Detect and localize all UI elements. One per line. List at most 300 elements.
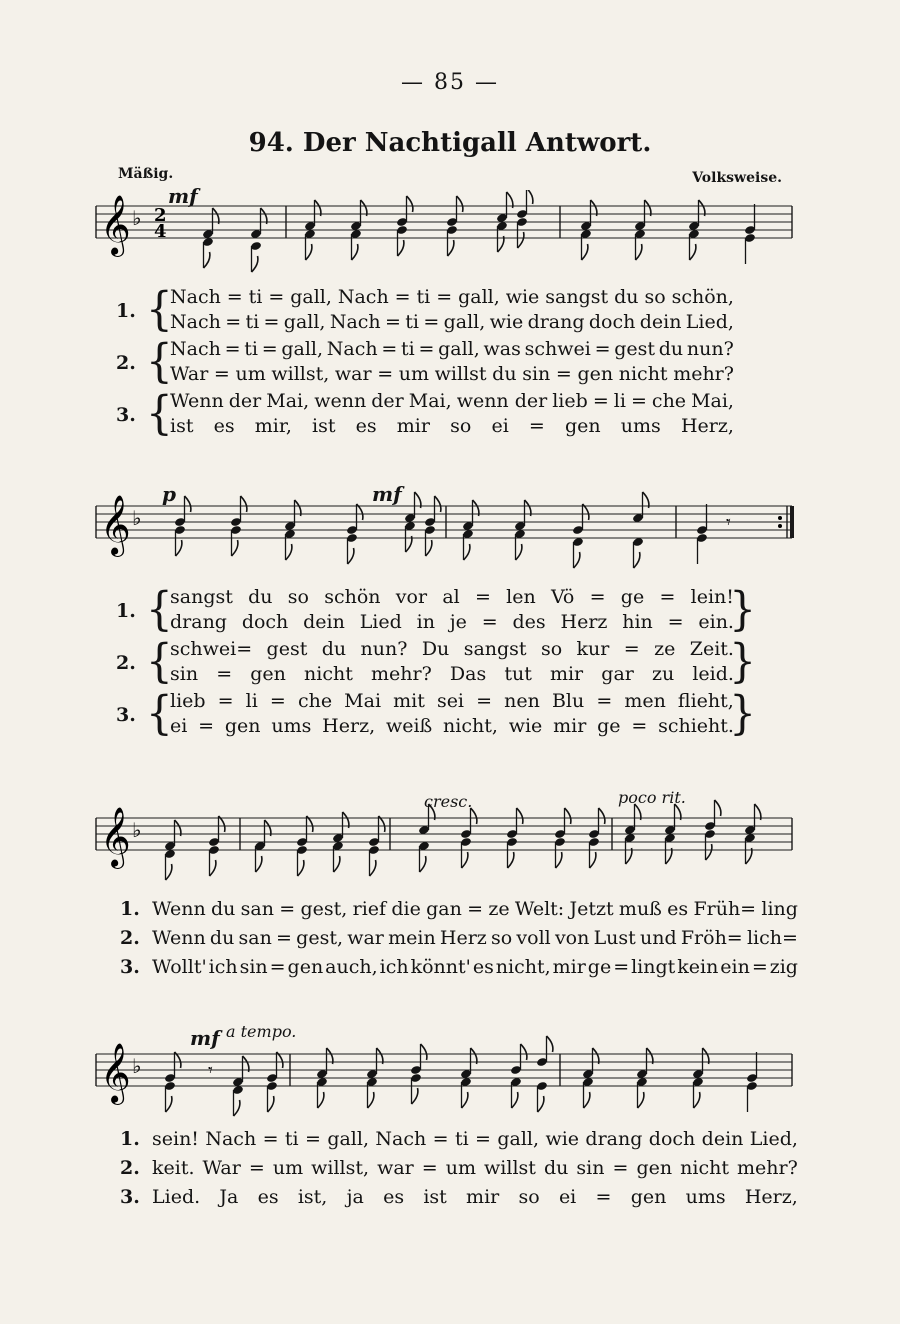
- lyric-syllable: =: [667, 611, 684, 633]
- lyric-syllable: lieb: [552, 390, 588, 412]
- lyric-syllable: =: [225, 311, 242, 333]
- note-chord: [418, 804, 435, 872]
- note-flag: [210, 860, 216, 876]
- verse-number: 1.: [120, 898, 140, 920]
- lyric-syllable: flieht,: [677, 690, 734, 712]
- verse-number: 2.: [116, 652, 136, 674]
- lyric-syllable: es: [383, 1186, 405, 1208]
- lyric-syllable: der: [228, 390, 262, 412]
- lyric-syllable: wie: [489, 311, 524, 333]
- note-chord: [230, 496, 247, 556]
- staff-2: [90, 490, 798, 580]
- lyric-syllable: um: [235, 363, 266, 385]
- lyric-syllable: zig: [769, 956, 798, 978]
- verse-group: [90, 633, 798, 690]
- note-flag: [448, 240, 454, 256]
- brace-icon: {: [146, 281, 173, 336]
- note-flag: [638, 1092, 644, 1108]
- lyric-syllable: Ja: [219, 1186, 239, 1208]
- note-flag: [694, 1092, 700, 1108]
- lyric-syllable: nun?: [360, 638, 408, 660]
- lyric-syllable: =: [418, 338, 435, 360]
- lyric-text: [152, 956, 798, 978]
- lyric-syllable: ich: [208, 956, 238, 978]
- lyric-syllable: mehr?: [370, 663, 432, 685]
- lyric-syllable: mit: [393, 690, 425, 712]
- lyric-syllable: auch,: [325, 956, 378, 978]
- lyric-syllable: du: [658, 338, 684, 360]
- lyric-syllable: du: [614, 286, 639, 308]
- lyric-syllable: es: [355, 415, 377, 437]
- lyric-syllable: =: [217, 690, 234, 712]
- lyric-syllable: gall,: [458, 286, 500, 308]
- lyric-syllable: ei: [558, 1186, 577, 1208]
- note-flag: [306, 244, 312, 260]
- lyric-syllable: War: [170, 363, 209, 385]
- lyric-syllable: weiß: [385, 715, 433, 737]
- lyric-syllable: =: [623, 638, 640, 660]
- note-chord: [506, 808, 523, 868]
- staff-4: [90, 1028, 798, 1118]
- lyric-syllable: die: [391, 898, 421, 920]
- lyric-syllable: ums: [271, 715, 312, 737]
- lyric-syllable: Herz,: [680, 415, 734, 437]
- note-flag: [318, 1092, 324, 1108]
- lyric-syllable: men: [624, 690, 666, 712]
- lyric-line: [170, 715, 734, 741]
- lyric-syllable: rief: [352, 898, 387, 920]
- lyric-syllable: =: [262, 1128, 279, 1150]
- note-chord: [460, 808, 477, 868]
- lyric-syllable: der: [371, 390, 404, 412]
- lyric-syllable: Lied,: [749, 1128, 798, 1150]
- lyric-syllable: ti: [245, 311, 260, 333]
- lyric-syllable: schieht.: [658, 715, 734, 737]
- lyric-line: [170, 338, 734, 364]
- lyric-syllable: lingt: [631, 956, 676, 978]
- staff-lines: [96, 1054, 792, 1086]
- note-flag: [232, 540, 238, 556]
- note-flag: [348, 548, 354, 564]
- lyric-line: [90, 1186, 798, 1215]
- note-flag: [574, 552, 580, 568]
- note-chord: [296, 816, 313, 876]
- verse-number: 3.: [120, 1186, 140, 1208]
- verses-2: [90, 581, 798, 742]
- treble-clef-icon: 𝄞: [100, 195, 131, 255]
- note-flag: [690, 244, 696, 260]
- note-flag: [457, 196, 463, 212]
- verses-1: [90, 281, 798, 442]
- lyric-syllable: =: [612, 1157, 629, 1179]
- lyric-syllable: gall,: [281, 338, 324, 360]
- lyric-syllable: =: [269, 690, 286, 712]
- lyric-syllable: willst: [434, 363, 487, 385]
- lyric-line: [170, 363, 734, 389]
- note-flag: [538, 1096, 544, 1112]
- lyric-syllable: ei: [170, 715, 188, 737]
- lyric-syllable: sin: [170, 663, 199, 685]
- lyric-syllable: gan: [426, 898, 462, 920]
- lyric-syllable: Das: [449, 663, 487, 685]
- lyric-syllable: ich: [379, 956, 409, 978]
- music-system-4: [90, 1022, 798, 1218]
- note-flag: [298, 860, 304, 876]
- note-chord: [588, 808, 605, 868]
- note-flag: [176, 540, 182, 556]
- verse-number: 2.: [120, 927, 140, 949]
- note-chord: [516, 190, 533, 248]
- lyric-syllable: Mai,: [691, 390, 734, 412]
- song-origin: Volksweise.: [692, 170, 782, 186]
- lyric-syllable: li: [613, 390, 626, 412]
- music-system-1: [90, 184, 798, 440]
- lyric-syllable: dein: [701, 1128, 744, 1150]
- lyric-syllable: gest: [266, 638, 308, 660]
- lyric-syllable: nun?: [686, 338, 734, 360]
- lyric-syllable: ei: [491, 415, 509, 437]
- note-chord: [424, 496, 441, 556]
- lyric-syllable: gen: [564, 415, 601, 437]
- lyric-syllable: du: [543, 1157, 569, 1179]
- note-flag: [435, 496, 441, 512]
- lyric-syllable: gall,: [290, 286, 332, 308]
- lyric-syllable: Mai,: [266, 390, 310, 412]
- lyric-syllable: nicht: [304, 663, 353, 685]
- lyric-syllable: es: [667, 898, 689, 920]
- note-chord: [208, 816, 225, 876]
- lyric-line: [90, 1128, 798, 1157]
- lyric-syllable: Nach: [170, 338, 221, 360]
- lyric-syllable: gest: [614, 338, 656, 360]
- lyric-syllable: Wenn: [170, 390, 224, 412]
- lyric-syllable: könnt': [410, 956, 471, 978]
- note-chord: [744, 204, 756, 264]
- lyric-syllable: Herz,: [322, 715, 376, 737]
- brace-icon: {: [146, 685, 173, 740]
- lyric-syllable: ist,: [297, 1186, 328, 1208]
- note-flag: [286, 544, 292, 560]
- lyric-syllable: ti: [454, 1128, 469, 1150]
- lyric-syllable: gen: [224, 715, 261, 737]
- lyric-syllable: ze: [488, 898, 510, 920]
- lyric-syllable: hin: [622, 611, 653, 633]
- lyric-syllable: lieb: [170, 690, 206, 712]
- lyric-syllable: so: [644, 286, 666, 308]
- lyric-syllable: War: [202, 1157, 241, 1179]
- note-flag: [527, 190, 533, 204]
- lyric-syllable: um: [272, 1157, 304, 1179]
- note-flag: [556, 852, 562, 868]
- lyric-syllable: du: [248, 586, 273, 608]
- note-flag: [516, 544, 522, 560]
- lyric-syllable: san: [240, 898, 274, 920]
- lyric-syllable: doch: [588, 311, 636, 333]
- lyric-syllable: sein!: [152, 1128, 199, 1150]
- lyric-syllable: mir: [552, 956, 586, 978]
- lyric-syllable: =: [224, 338, 241, 360]
- note-flag: [234, 1100, 240, 1116]
- lyric-syllable: Fröh=: [680, 927, 743, 949]
- lyric-syllable: ge: [587, 956, 612, 978]
- lyric-line: [90, 898, 798, 927]
- flat-icon: ♭: [132, 818, 142, 842]
- lyric-syllable: =: [751, 956, 768, 978]
- lyric-syllable: willst,: [311, 1157, 370, 1179]
- note-flag: [204, 252, 210, 268]
- lyric-syllable: was: [483, 338, 521, 360]
- lyric-syllable: Wenn: [152, 927, 206, 949]
- lyric-syllable: tut: [504, 663, 532, 685]
- note-flag: [508, 852, 514, 868]
- note-flag: [407, 196, 413, 212]
- note-flag: [634, 552, 640, 568]
- dynamic-p: p: [162, 482, 176, 506]
- note-flag: [268, 1096, 274, 1112]
- lyric-syllable: =: [269, 956, 286, 978]
- lyric-syllable: =: [475, 1128, 491, 1150]
- lyric-syllable: nen: [504, 690, 540, 712]
- lyric-syllable: war: [377, 1157, 414, 1179]
- lyric-syllable: schwei=: [170, 638, 253, 660]
- staff-lines: [96, 206, 792, 238]
- lyric-syllable: ti: [248, 286, 263, 308]
- eighth-rest-icon: 𝄾: [208, 1060, 213, 1081]
- lyric-syllable: dein: [639, 311, 682, 333]
- lyric-syllable: lich=: [746, 927, 798, 949]
- lyric-syllable: Nach: [337, 286, 389, 308]
- note-flag: [464, 544, 470, 560]
- note-chord: [746, 1052, 758, 1112]
- note-chord: [174, 496, 191, 556]
- lyric-syllable: keit.: [152, 1157, 195, 1179]
- lyric-syllable: Du: [421, 638, 450, 660]
- lyric-syllable: ja: [346, 1186, 364, 1208]
- lyric-syllable: =: [394, 286, 411, 308]
- lyric-line: [90, 1157, 798, 1186]
- lyric-line: [170, 663, 734, 689]
- lyric-syllable: Nach: [170, 286, 221, 308]
- lyric-syllable: =: [377, 363, 394, 385]
- eighth-rest-icon: 𝄾: [726, 512, 731, 533]
- lyric-syllable: je: [449, 611, 467, 633]
- note-flag: [517, 808, 523, 824]
- lyric-syllable: sangst: [170, 586, 233, 608]
- lyric-syllable: nicht,: [495, 956, 551, 978]
- music-system-3: [90, 788, 798, 982]
- tempo-marking: Mäßig.: [118, 166, 174, 182]
- note-flag: [599, 808, 605, 824]
- note-flag: [166, 1096, 172, 1112]
- lyric-syllable: sei: [436, 690, 465, 712]
- lyric-syllable: Wenn: [152, 898, 206, 920]
- lyric-syllable: ist: [423, 1186, 447, 1208]
- lyric-line: [170, 415, 734, 441]
- flat-icon: ♭: [132, 206, 142, 230]
- lyric-syllable: len: [506, 586, 536, 608]
- lyric-syllable: =: [261, 338, 278, 360]
- note-flag: [590, 852, 596, 868]
- note-flag: [241, 496, 247, 512]
- note-flag: [166, 864, 172, 880]
- lyric-syllable: war: [334, 363, 372, 385]
- staff-1: [90, 190, 798, 280]
- lyric-syllable: =: [213, 363, 230, 385]
- lyric-syllable: Wollt': [152, 956, 207, 978]
- verse-number: 3.: [116, 704, 136, 726]
- lyric-syllable: wie: [545, 1128, 580, 1150]
- time-signature-bottom: 4: [154, 221, 167, 242]
- lyric-syllable: gall,: [283, 311, 326, 333]
- brace-icon: }: [729, 685, 756, 740]
- lyric-syllable: =: [421, 1157, 438, 1179]
- note-flag: [426, 540, 432, 556]
- lyric-syllable: gen: [636, 1157, 673, 1179]
- lyric-syllable: gen: [250, 663, 286, 685]
- lyric-syllable: san: [238, 927, 272, 949]
- verse-group: [90, 385, 798, 442]
- dynamic-mf: mf: [190, 1026, 220, 1050]
- lyric-syllable: Lied: [359, 611, 402, 633]
- lyric-syllable: =: [528, 415, 545, 437]
- lyric-syllable: =: [279, 898, 296, 920]
- note-chord: [250, 208, 267, 272]
- lyric-syllable: muß: [618, 898, 662, 920]
- lyric-syllable: Vö: [550, 586, 575, 608]
- note-flag: [412, 1088, 418, 1104]
- note-flag: [252, 256, 258, 272]
- note-flag: [398, 240, 404, 256]
- brace-icon: {: [146, 385, 173, 440]
- lyric-syllable: =: [268, 286, 285, 308]
- brace-icon: }: [729, 581, 756, 636]
- lyric-syllable: =: [596, 690, 613, 712]
- note-chord: [346, 504, 363, 564]
- lyric-syllable: kein: [677, 956, 719, 978]
- repeat-dot: [778, 516, 782, 520]
- note-flag: [547, 1036, 553, 1052]
- lyric-syllable: willst: [484, 1157, 536, 1179]
- lyric-syllable: wie: [505, 286, 540, 308]
- brace-icon: {: [146, 333, 173, 388]
- lyric-syllable: drang: [170, 611, 227, 633]
- lyric-syllable: du: [321, 638, 347, 660]
- note-chord: [396, 196, 413, 256]
- dynamic-mf: mf: [372, 482, 402, 506]
- note-flag: [462, 1092, 468, 1108]
- verse-group: [90, 281, 798, 338]
- lyric-text: [152, 927, 798, 949]
- lyric-syllable: du: [210, 898, 236, 920]
- lyric-syllable: sin: [522, 363, 551, 385]
- lyric-text: [152, 1128, 798, 1150]
- lyric-syllable: =: [385, 311, 401, 333]
- lyric-syllable: =: [631, 715, 648, 737]
- brace-icon: }: [729, 633, 756, 688]
- lyric-syllable: nicht: [680, 1157, 729, 1179]
- lyric-syllable: Herz: [560, 611, 608, 633]
- lyric-syllable: nicht: [618, 363, 668, 385]
- lyric-syllable: so: [518, 1186, 540, 1208]
- note-flag: [352, 244, 358, 260]
- lyric-syllable: in: [416, 611, 435, 633]
- lyric-line: [170, 611, 734, 637]
- dynamic-cresc: cresc.: [424, 792, 473, 811]
- treble-clef-icon: 𝄞: [100, 1043, 131, 1103]
- note-flag: [584, 1092, 590, 1108]
- note-chord: [368, 816, 385, 876]
- lyric-syllable: so: [450, 415, 472, 437]
- lyric-syllable: voll: [516, 927, 551, 949]
- lyric-syllable: Herz: [439, 927, 487, 949]
- verse-number: 1.: [120, 1128, 140, 1150]
- time-signature-top: 2: [154, 205, 167, 226]
- lyric-text: [152, 1157, 798, 1179]
- note-flag: [565, 808, 571, 824]
- verses-4: [90, 1128, 798, 1215]
- lyric-syllable: gall,: [497, 1128, 540, 1150]
- lyric-syllable: gen: [287, 956, 324, 978]
- lyric-syllable: schön,: [671, 286, 734, 308]
- lyric-syllable: =: [381, 338, 398, 360]
- lyric-syllable: Lied.: [152, 1186, 201, 1208]
- note-flag: [518, 232, 524, 248]
- lyric-syllable: Welt:: [514, 898, 565, 920]
- lyric-syllable: =: [592, 390, 609, 412]
- lyric-syllable: Zeit.: [689, 638, 734, 660]
- lyric-line: [170, 286, 734, 312]
- lyric-syllable: Nach: [205, 1128, 257, 1150]
- verse-number: 3.: [120, 956, 140, 978]
- lyric-syllable: um: [398, 363, 430, 385]
- lyric-syllable: du: [209, 927, 235, 949]
- repeat-dot: [778, 524, 782, 528]
- lyric-syllable: ti: [284, 1128, 299, 1150]
- note-chord: [704, 800, 721, 860]
- lyric-syllable: sin: [576, 1157, 605, 1179]
- lyric-syllable: gall,: [443, 311, 486, 333]
- lyric-syllable: =: [659, 586, 676, 608]
- lyric-syllable: ist: [312, 415, 336, 437]
- brace-icon: {: [146, 633, 173, 688]
- lyric-syllable: =: [198, 715, 215, 737]
- lyric-line: [90, 927, 798, 956]
- note-flag: [512, 1092, 518, 1108]
- lyric-syllable: gest,: [300, 898, 348, 920]
- verse-number: 3.: [116, 404, 136, 426]
- lyric-syllable: mir: [466, 1186, 500, 1208]
- lyric-syllable: ti: [401, 338, 415, 360]
- lyric-syllable: mir,: [254, 415, 292, 437]
- verse-number: 1.: [116, 600, 136, 622]
- lyric-syllable: ein: [720, 956, 750, 978]
- flat-icon: ♭: [132, 1054, 142, 1078]
- lyric-syllable: Mai,: [408, 390, 452, 412]
- note-chord: [410, 1044, 427, 1104]
- staff-lines: [96, 506, 792, 538]
- lyric-syllable: von: [554, 927, 590, 949]
- lyric-syllable: =: [589, 586, 606, 608]
- note-flag: [636, 244, 642, 260]
- lyric-syllable: =: [436, 286, 453, 308]
- lyric-syllable: Nach: [326, 338, 378, 360]
- lyric-syllable: =: [630, 390, 647, 412]
- note-flag: [582, 244, 588, 260]
- verse-number: 2.: [120, 1157, 140, 1179]
- note-flag: [185, 496, 191, 512]
- lyric-syllable: es: [213, 415, 235, 437]
- verse-group: [90, 685, 798, 742]
